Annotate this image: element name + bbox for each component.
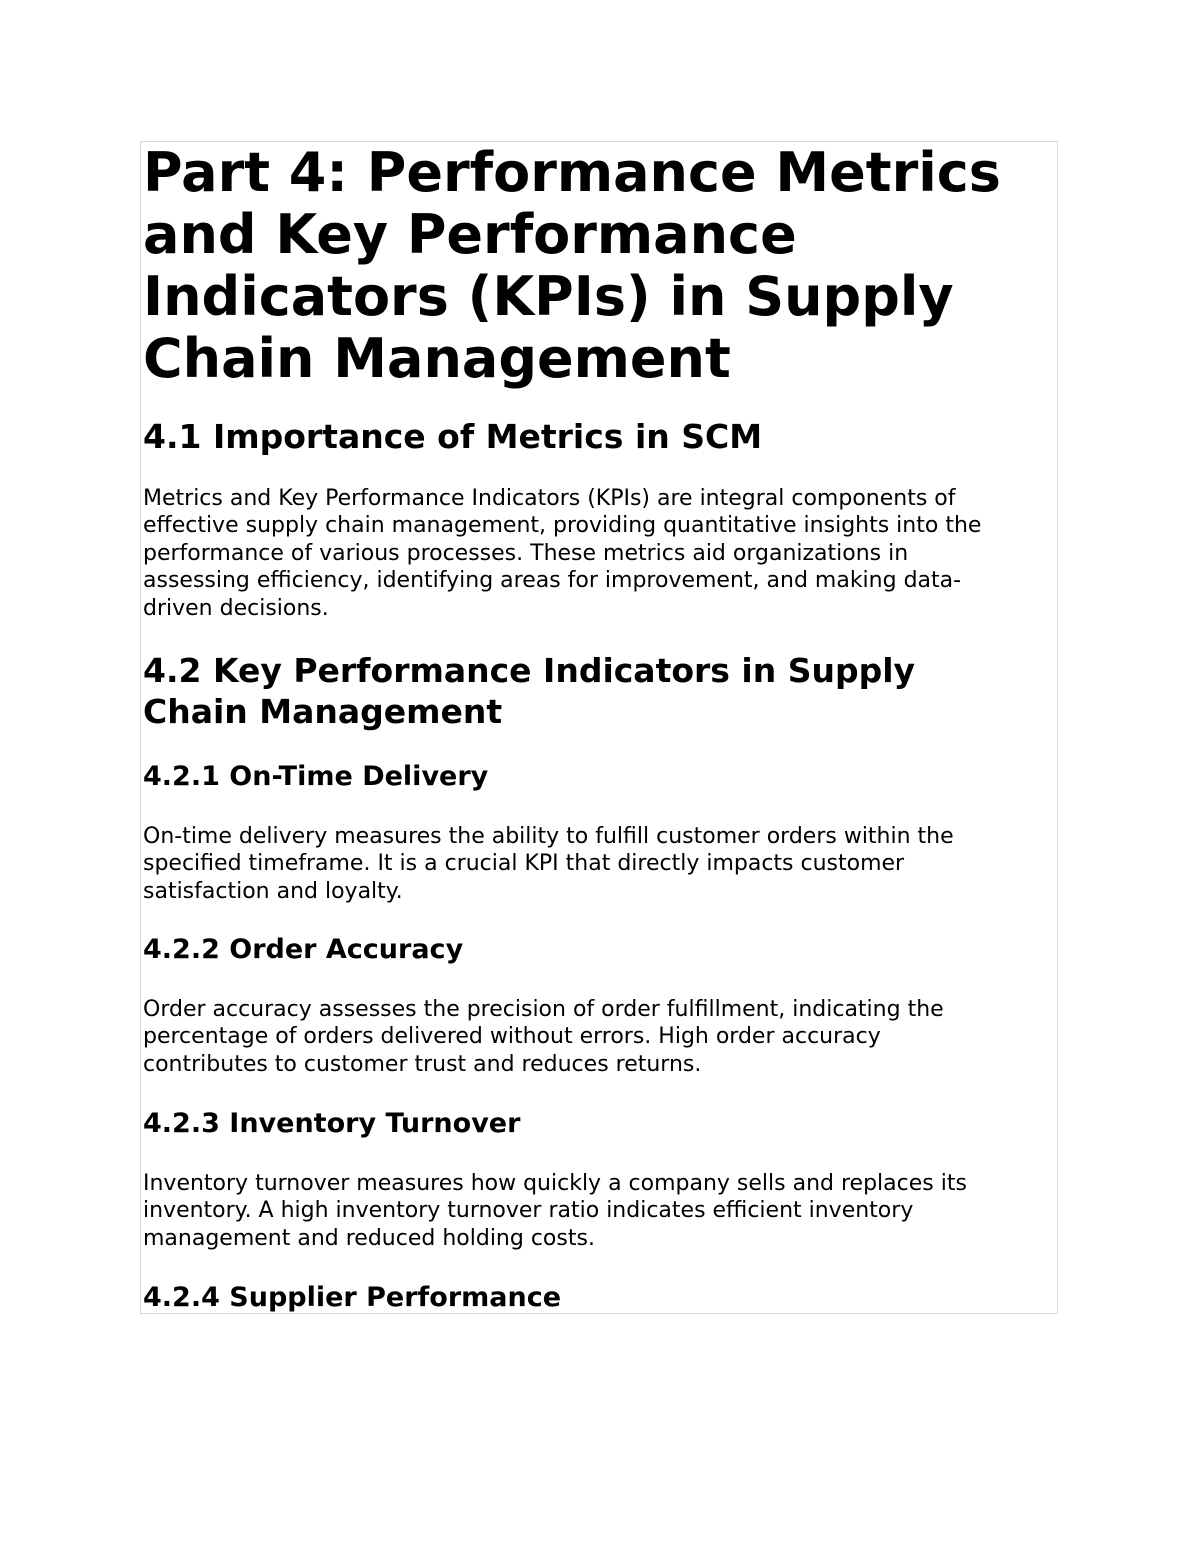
- body-line: effective supply chain management, providing quantitative insights into the: [143, 513, 982, 539]
- body-line: percentage of orders delivered without errors. High order accuracy: [143, 1024, 881, 1050]
- body-line: Order accuracy assesses the precision of order fulfillment, indicating the: [143, 997, 944, 1022]
- body-line: inventory. A high inventory turnover ratio indicates efficient inventory: [143, 1198, 914, 1224]
- section-heading-4-2-1: 4.2.1 On-Time Delivery: [143, 761, 489, 792]
- section-body-4-2-3: [143, 1170, 967, 1252]
- section-heading-4-2: 4.2 Key Performance Indicators in Supply Chain Management: [143, 651, 916, 731]
- document-title: [143, 142, 1001, 390]
- section-body-4-2-2: [143, 996, 944, 1078]
- body-line: assessing efficiency, identifying areas for improvement, and making data-: [143, 568, 962, 594]
- body-line: driven decisions.: [143, 595, 329, 621]
- title-line: and Key Performance: [143, 203, 797, 266]
- title-line: Indicators (KPIs) in Supply: [143, 265, 954, 328]
- section-heading-4-2-4: 4.2.4 Supplier Performance: [143, 1282, 562, 1313]
- section-heading-4-2-2: 4.2.2 Order Accuracy: [143, 934, 464, 965]
- section-body-4-1: [143, 485, 981, 622]
- body-line: Inventory turnover measures how quickly a company sells and replaces its: [143, 1171, 967, 1196]
- body-line: contributes to customer trust and reduces returns.: [143, 1051, 702, 1077]
- body-line: performance of various processes. These metrics aid organizations in: [143, 540, 909, 566]
- section-heading-4-2-3: 4.2.3 Inventory Turnover: [143, 1108, 521, 1139]
- page-frame: [140, 141, 1058, 1314]
- title-line: Part 4: Performance Metrics: [143, 141, 1001, 204]
- title-line: Chain Management: [143, 327, 731, 390]
- body-line: satisfaction and loyalty.: [143, 878, 403, 904]
- body-line: specified timeframe. It is a crucial KPI that directly impacts customer: [143, 851, 905, 877]
- section-body-4-2-1: [143, 823, 954, 905]
- body-line: Metrics and Key Performance Indicators (KPIs) are integral components of: [143, 486, 956, 511]
- section-heading-4-1: 4.1 Importance of Metrics in SCM: [143, 417, 763, 456]
- body-line: management and reduced holding costs.: [143, 1225, 595, 1251]
- body-line: On-time delivery measures the ability to fulfill customer orders within the: [143, 824, 954, 849]
